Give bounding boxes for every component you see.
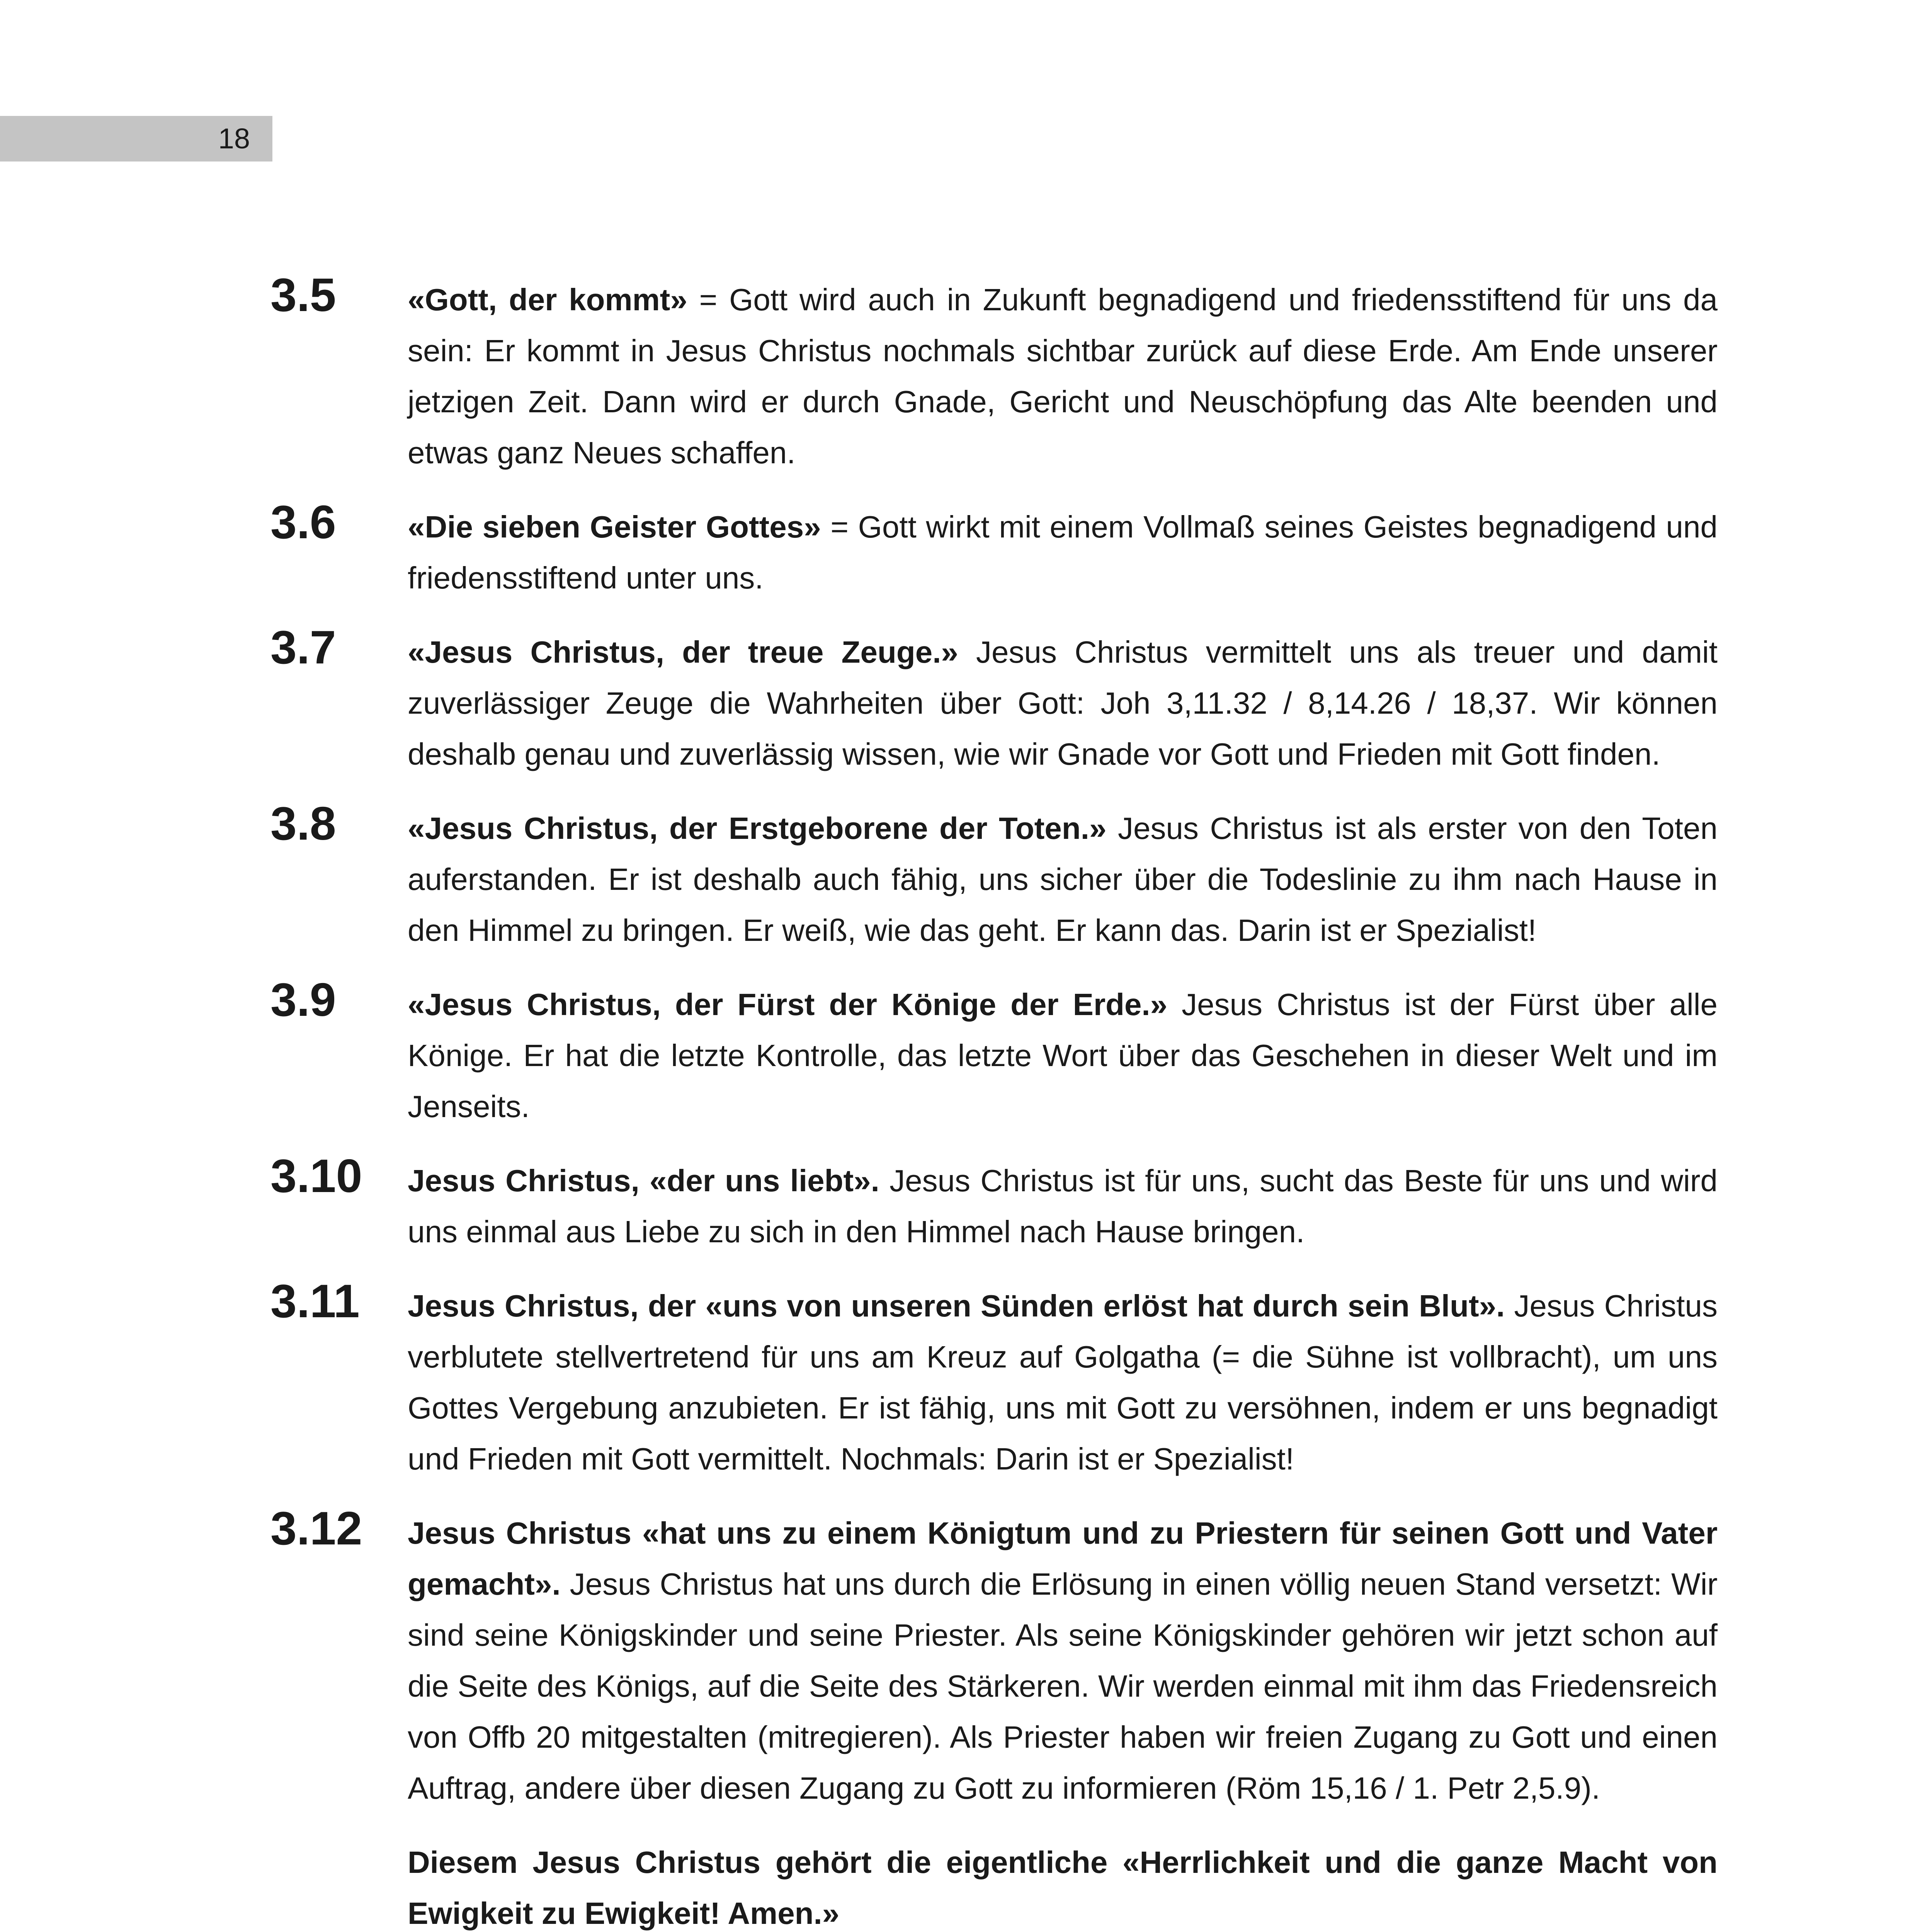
section-text: [408, 979, 1718, 1132]
section-3-7: [270, 621, 1718, 780]
section-heading: «Jesus Christus, der Fürst der Könige der Erde.»: [408, 987, 1168, 1022]
section-3-6: [270, 496, 1718, 604]
section-body: Jesus Christus vermittelt uns als treuer und damit zuverlässiger Zeuge die Wahrheiten über Gott: Joh 3,11.32 / 8,14.26 / 18,37. Wir können deshalb genau und zuverlässig wissen, wie wir Gnade vor Gott und Frieden mit Gott finden.: [408, 635, 1718, 771]
section-body: Jesus Christus ist als erster von den Toten auferstanden. Er ist deshalb auch fähig, uns sicher über die Todeslinie zu ihm nach Hause in den Himmel zu bringen. Er weiß, wie das geht. Er kann das. Darin ist er Spezialist!: [408, 811, 1718, 947]
page-number-tab: [0, 116, 272, 162]
section-body: Jesus Christus ist der Fürst über alle Könige. Er hat die letzte Kontrolle, das letzte Wort über das Geschehen in dieser Welt und im Jenseits.: [408, 987, 1718, 1124]
section-text: [408, 627, 1718, 780]
page-number: 18: [218, 122, 250, 155]
section-heading: «Jesus Christus, der treue Zeuge.»: [408, 635, 958, 669]
section-text: [408, 274, 1718, 478]
closing-doxology: [270, 1837, 1718, 1932]
section-text: [408, 502, 1718, 604]
section-number: 3.9: [270, 973, 336, 1026]
section-text: [408, 1508, 1718, 1814]
section-text: [408, 1155, 1718, 1257]
section-heading: Jesus Christus, «der uns liebt».: [408, 1163, 879, 1198]
section-text: [408, 1281, 1718, 1485]
section-heading: «Die sieben Geister Gottes»: [408, 510, 821, 544]
section-text: [408, 803, 1718, 956]
section-heading: Jesus Christus «hat uns zu einem Königtum und zu Priestern für seinen Gott und Vater gemacht».: [408, 1516, 1718, 1601]
section-heading: Jesus Christus, der «uns von unseren Sünden erlöst hat durch sein Blut».: [408, 1289, 1505, 1323]
section-body: = Gott wirkt mit einem Vollmaß seines Geistes begnadigend und friedensstiftend unter uns.: [408, 510, 1718, 595]
section-body: Jesus Christus verblutete stellvertretend für uns am Kreuz auf Golgatha (= die Sühne ist vollbracht), um uns Gottes Vergebung anzubieten. Er ist fähig, uns mit Gott zu versöhnen, indem er uns begnadigt und Frieden mit Gott vermittelt. Nochmals: Darin ist er Spezialist!: [408, 1289, 1718, 1476]
section-number: 3.5: [270, 269, 336, 321]
section-number: 3.8: [270, 797, 336, 850]
section-heading: «Gott, der kommt»: [408, 282, 687, 317]
section-number: 3.7: [270, 621, 336, 673]
section-body: Jesus Christus ist für uns, sucht das Beste für uns und wird uns einmal aus Liebe zu sich in den Himmel nach Hause bringen.: [408, 1163, 1718, 1249]
section-body: Jesus Christus hat uns durch die Erlösung in einen völlig neuen Stand versetzt: Wir sind seine Königskinder und seine Priester. Als seine Königskinder gehören wir jetzt schon auf die Seite des Königs, auf die Seite des Stärkeren. Wir werden einmal mit ihm das Friedensreich von Offb 20 mitgestalten (mitregieren). Als Priester haben wir freien Zugang zu Gott und einen Auftrag, andere über diesen Zugang zu Gott zu informieren (Röm 15,16 / 1. Petr 2,5.9).: [408, 1567, 1718, 1805]
section-number: 3.12: [270, 1502, 362, 1554]
section-3-9: [270, 973, 1718, 1132]
section-heading: «Jesus Christus, der Erstgeborene der Toten.»: [408, 811, 1107, 845]
section-number: 3.10: [270, 1150, 362, 1202]
section-3-11: [270, 1275, 1718, 1485]
closing-text: Diesem Jesus Christus gehört die eigentliche «Herrlichkeit und die ganze Macht von Ewigkeit zu Ewigkeit! Amen.»: [408, 1845, 1718, 1930]
section-number: 3.11: [270, 1275, 360, 1327]
section-body: = Gott wird auch in Zukunft begnadigend und friedensstiftend für uns da sein: Er kommt in Jesus Christus nochmals sichtbar zurück auf diese Erde. Am Ende unserer jetzigen Zeit. Dann wird er durch Gnade, Gericht und Neuschöpfung das Alte beenden und etwas ganz Neues schaffen.: [408, 282, 1718, 470]
page-content: [270, 269, 1718, 1932]
section-3-12: [270, 1502, 1718, 1814]
section-3-5: [270, 269, 1718, 478]
section-number: 3.6: [270, 496, 336, 548]
section-3-8: [270, 797, 1718, 956]
section-3-10: [270, 1150, 1718, 1257]
